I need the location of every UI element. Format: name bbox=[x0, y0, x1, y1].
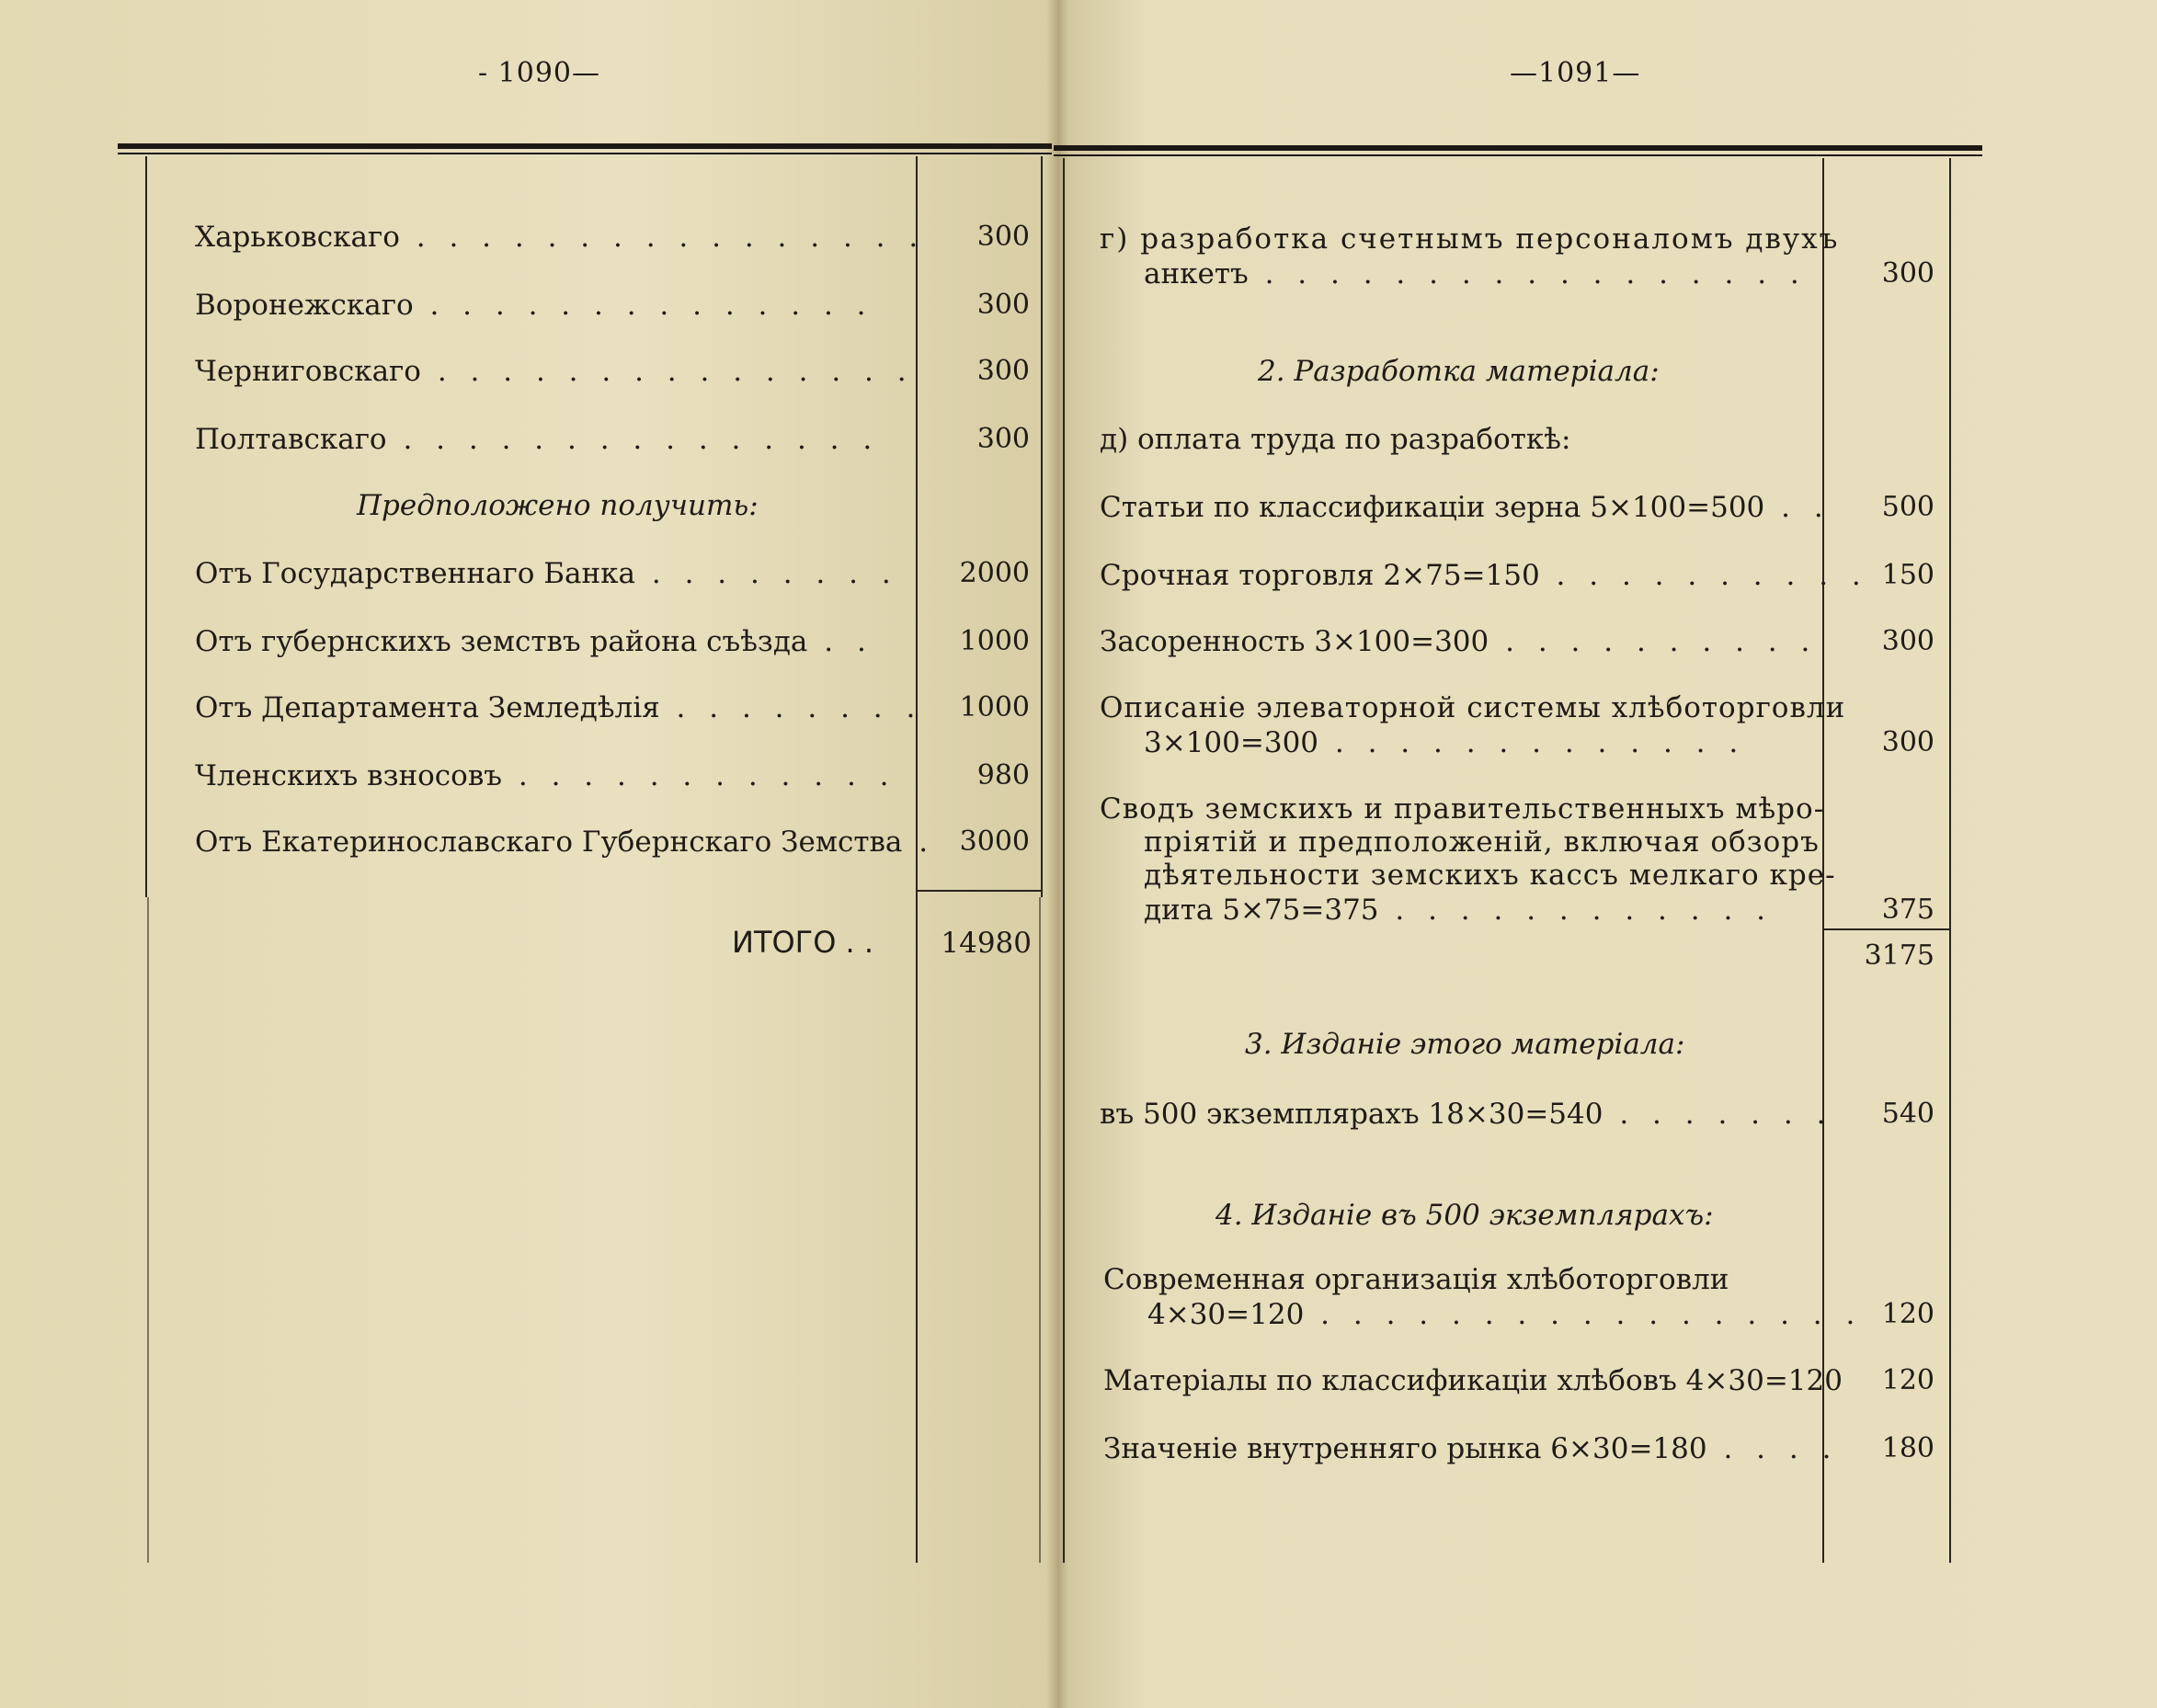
row-value: 300 bbox=[976, 221, 1030, 253]
elevator-line1: Описаніе элеваторной системы хлѣботорговли bbox=[1100, 691, 1846, 724]
list-item bbox=[195, 557, 898, 590]
row-value: 150 bbox=[1881, 559, 1934, 591]
right-table-border-right bbox=[1949, 158, 1951, 1563]
dot-leader: . . . . . . . . . . . . . . . . . bbox=[1248, 257, 1807, 290]
dot-leader: . . . . . . . . . . . . bbox=[1378, 894, 1774, 927]
dot-leader: . . . . bbox=[1706, 1432, 1839, 1465]
dot-leader: . . . . . . . . bbox=[659, 691, 923, 724]
total-label: ИТОГО . . bbox=[732, 925, 874, 960]
total-value: 14980 bbox=[941, 927, 1032, 960]
row-label: 4×30=120 bbox=[1147, 1298, 1305, 1331]
dot-leader: . . . . . . . . bbox=[635, 557, 898, 590]
row-value: 500 bbox=[1881, 491, 1934, 523]
list-item bbox=[195, 423, 879, 456]
subtotal-value: 3175 bbox=[1864, 939, 1934, 972]
row-label: Значеніе внутренняго рынка 6×30=180 bbox=[1103, 1432, 1707, 1465]
list-item bbox=[195, 691, 922, 724]
list-item bbox=[1100, 625, 1817, 658]
dot-leader: . . . . . . . . . . . . . bbox=[1318, 726, 1746, 759]
dot-leader: . . . . . . . . . . . . . . bbox=[413, 289, 873, 322]
dot-leader: . . . . . . . . . . . . . . . bbox=[420, 355, 914, 388]
list-item bbox=[1100, 559, 1868, 592]
left-total-rule bbox=[916, 890, 1041, 892]
row-value: 300 bbox=[1881, 625, 1934, 657]
svod-line2: пріятій и предположеній, включая обзоръ bbox=[1144, 826, 1820, 859]
left-table-divider bbox=[916, 156, 918, 1563]
list-item bbox=[1100, 491, 1831, 524]
row-value: 300 bbox=[976, 423, 1030, 455]
row-label: Полтавскаго bbox=[195, 423, 387, 456]
section-heading: 3. Изданіе этого матеріала: bbox=[1245, 1028, 1685, 1061]
book-gutter bbox=[1046, 0, 1068, 1708]
list-item bbox=[195, 355, 914, 388]
row-label: Членскихъ взносовъ bbox=[195, 759, 503, 792]
row-value: 1000 bbox=[959, 691, 1030, 723]
row-value: 375 bbox=[1881, 894, 1934, 926]
list-item bbox=[195, 826, 935, 859]
left-table-border-right bbox=[1041, 156, 1043, 897]
section-heading: 4. Изданіе въ 500 экземплярахъ: bbox=[1215, 1199, 1714, 1232]
left-table-border-left-lower bbox=[147, 897, 149, 1563]
section-subheading: Предположено получить: bbox=[357, 489, 759, 522]
left-table-border-left bbox=[145, 156, 147, 897]
row-value: 2000 bbox=[959, 557, 1030, 589]
page-number-left: - 1090— bbox=[478, 57, 601, 89]
row-label: Отъ Екатеринославскаго Губернскаго Земства bbox=[195, 826, 903, 859]
row-value: 300 bbox=[976, 289, 1030, 321]
dot-leader: . bbox=[902, 826, 936, 859]
item-g-line1: г) разработка счетнымъ персоналомъ двухъ bbox=[1100, 222, 1840, 256]
dot-leader: . . . . . . . bbox=[1603, 1098, 1833, 1131]
row-value: 3000 bbox=[959, 826, 1030, 858]
dot-leader: . . . . . . . . . . . . . . . . bbox=[399, 221, 926, 254]
row-value: 120 bbox=[1881, 1298, 1934, 1330]
list-item bbox=[1103, 1364, 1843, 1397]
dot-leader: . . bbox=[1764, 491, 1831, 524]
dot-leader: . . . . . . . . . . . . bbox=[502, 759, 896, 792]
list-item bbox=[195, 759, 896, 792]
list-item bbox=[195, 289, 873, 322]
row-label: Засоренность 3×100=300 bbox=[1100, 625, 1489, 658]
dot-leader: . . . . . . . . . . . . . . . bbox=[386, 423, 880, 456]
row-label: Статьи по классификаціи зерна 5×100=500 bbox=[1100, 491, 1765, 524]
row-value: 540 bbox=[1881, 1098, 1934, 1130]
item-d-heading: д) оплата труда по разработкѣ: bbox=[1100, 423, 1571, 456]
list-item bbox=[1100, 1098, 1832, 1131]
svod-line1: Сводъ земскихъ и правительственныхъ мѣро- bbox=[1100, 792, 1825, 826]
row-value: 980 bbox=[976, 759, 1030, 791]
row-label: дита 5×75=375 bbox=[1144, 894, 1379, 927]
row-value: 300 bbox=[1881, 726, 1934, 758]
svod-line3: дѣятельности земскихъ кассъ мелкаго кре- bbox=[1144, 859, 1836, 892]
dot-leader: . . . . . . . . . . bbox=[1539, 559, 1868, 592]
top-rule-left-thin bbox=[118, 153, 1052, 154]
row-label: въ 500 экземплярахъ 18×30=540 bbox=[1100, 1098, 1603, 1131]
row-label: Черниговскаго bbox=[195, 355, 421, 388]
dot-leader: . . . . . . . . . . . . . . . . . bbox=[1304, 1298, 1863, 1331]
right-table-border-left bbox=[1063, 158, 1065, 1563]
list-item bbox=[195, 625, 873, 658]
left-table-border-right-lower bbox=[1039, 897, 1041, 1563]
list-item bbox=[1103, 1432, 1838, 1465]
row-label: Отъ губернскихъ земствъ района съѣзда bbox=[195, 625, 808, 658]
row-value: 120 bbox=[1881, 1364, 1934, 1396]
list-item bbox=[1147, 1298, 1862, 1331]
row-label: Воронежскаго bbox=[195, 289, 414, 322]
row-value: 1000 bbox=[959, 625, 1030, 657]
row-value: 300 bbox=[976, 355, 1030, 387]
row-label: Отъ Государственнаго Банка bbox=[195, 557, 636, 590]
row-label: 3×100=300 bbox=[1144, 726, 1319, 759]
row-value: 300 bbox=[1881, 257, 1934, 290]
dot-leader: . . . . . . . . . . bbox=[1489, 625, 1818, 658]
list-item bbox=[195, 221, 925, 254]
right-subtotal-rule bbox=[1822, 928, 1949, 930]
list-item bbox=[1144, 726, 1745, 759]
row-label: анкетъ bbox=[1144, 257, 1249, 290]
row-label: Срочная торговля 2×75=150 bbox=[1100, 559, 1540, 592]
section-heading: 2. Разработка матеріала: bbox=[1258, 355, 1660, 388]
top-rule-right-thin bbox=[1054, 154, 1982, 156]
row-label: Матеріалы по классификаціи хлѣбовъ 4×30=120 bbox=[1103, 1364, 1843, 1397]
list-item bbox=[1144, 894, 1773, 927]
list-item bbox=[1144, 257, 1807, 290]
row-label: Отъ Департамента Земледѣлія bbox=[195, 691, 660, 724]
dot-leader: . . bbox=[807, 625, 873, 658]
top-rule-left bbox=[118, 143, 1052, 149]
row-value: 180 bbox=[1881, 1432, 1934, 1464]
top-rule-right bbox=[1054, 145, 1982, 151]
row-label: Харьковскаго bbox=[195, 221, 400, 254]
org-line1: Современная организація хлѣботорговли bbox=[1103, 1263, 1729, 1296]
page-number-right: —1091— bbox=[1510, 57, 1641, 89]
